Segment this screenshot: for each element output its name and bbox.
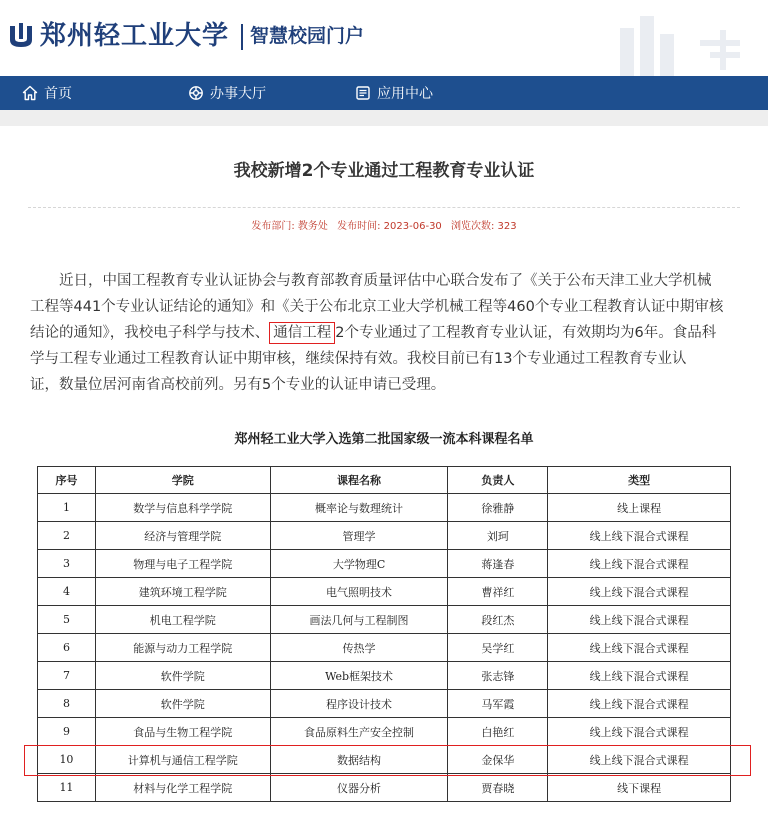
nav-item-service-hall[interactable]	[188, 76, 266, 110]
cell-course: 管理学	[270, 522, 448, 550]
table-row	[38, 494, 731, 522]
cell-course: 数据结构	[270, 746, 448, 774]
cell-owner: 马军霞	[448, 690, 548, 718]
column-header: 序号	[38, 467, 96, 494]
cell-school: 食品与生物工程学院	[95, 718, 270, 746]
cell-course: 画法几何与工程制图	[270, 606, 448, 634]
article-paragraph-line: 学与工程专业通过工程教育认证中期审核，继续保持有效。我校目前已有13个专业通过工程教育专业认	[30, 351, 687, 367]
site-header	[0, 0, 768, 76]
table-row	[38, 662, 731, 690]
cell-type: 线上线下混合式课程	[548, 606, 731, 634]
app-center-icon	[355, 85, 371, 101]
highlighted-row-box	[24, 745, 751, 776]
cell-type: 线上线下混合式课程	[548, 690, 731, 718]
cell-school: 计算机与通信工程学院	[95, 746, 270, 774]
portal-name[interactable]: 智慧校园门户	[250, 25, 365, 47]
article-paragraph-line: 工程等441个专业认证结论的通知》和《关于公布北京工业大学机械工程等460个专业工程教育认证中期审核	[30, 299, 724, 315]
nav-item-home[interactable]	[22, 76, 72, 110]
cell-type: 线上线下混合式课程	[548, 718, 731, 746]
highlighted-major: 通信工程	[269, 322, 335, 344]
article-meta	[0, 219, 768, 235]
title-divider	[28, 207, 740, 208]
cell-school: 数学与信息科学学院	[95, 494, 270, 522]
cell-index: 6	[38, 634, 96, 662]
nav-item-app-center[interactable]	[355, 76, 433, 110]
column-header: 负责人	[448, 467, 548, 494]
cell-course: 大学物理C	[270, 550, 448, 578]
cell-owner: 刘珂	[448, 522, 548, 550]
cell-school: 机电工程学院	[95, 606, 270, 634]
main-nav	[0, 76, 768, 110]
cell-type: 线上课程	[548, 494, 731, 522]
column-header: 类型	[548, 467, 731, 494]
table-row	[38, 718, 731, 746]
cell-course: 传热学	[270, 634, 448, 662]
cell-index: 3	[38, 550, 96, 578]
article-paragraph-line: 证，数量位居河南省高校前列。另有5个专业的认证申请已受理。	[30, 377, 446, 393]
cell-owner: 徐雅静	[448, 494, 548, 522]
table-header-row	[38, 467, 731, 494]
nav-item-label: 首页	[44, 86, 72, 102]
nav-item-label: 办事大厅	[210, 86, 266, 102]
cell-index: 10	[38, 746, 96, 774]
article-title: 我校新增2个专业通过工程教育专业认证	[233, 161, 535, 181]
cell-owner: 曹祥红	[448, 578, 548, 606]
cell-index: 9	[38, 718, 96, 746]
cell-owner: 金保华	[448, 746, 548, 774]
cell-owner: 张志锋	[448, 662, 548, 690]
cell-course: 食品原料生产安全控制	[270, 718, 448, 746]
cell-type: 线上线下混合式课程	[548, 522, 731, 550]
cell-owner: 段红杰	[448, 606, 548, 634]
meta-publish-time: 发布时间: 2023-06-30	[337, 221, 442, 232]
brand-name[interactable]: 郑州轻工业大学	[40, 21, 230, 51]
cell-index: 7	[38, 662, 96, 690]
table-row	[38, 578, 731, 606]
cell-owner: 吴学红	[448, 634, 548, 662]
table-title: 郑州轻工业大学入选第二批国家级一流本科课程名单	[234, 432, 534, 447]
cell-owner: 蒋逢春	[448, 550, 548, 578]
cell-school: 能源与动力工程学院	[95, 634, 270, 662]
cell-type: 线上线下混合式课程	[548, 634, 731, 662]
brand-divider	[241, 24, 243, 50]
cell-school: 经济与管理学院	[95, 522, 270, 550]
table-row	[38, 634, 731, 662]
cell-index: 4	[38, 578, 96, 606]
article-paragraph-line: 近日，中国工程教育专业认证协会与教育部教育质量评估中心联合发布了《关于公布天津工业大学机械	[59, 273, 712, 289]
cell-school: 软件学院	[95, 662, 270, 690]
table-row	[38, 690, 731, 718]
article-paragraph-line	[30, 320, 740, 346]
cell-type: 线上线下混合式课程	[548, 746, 731, 774]
cell-type: 线上线下混合式课程	[548, 550, 731, 578]
page-top-band	[0, 110, 768, 126]
service-hall-icon	[188, 85, 204, 101]
cell-school: 建筑环境工程学院	[95, 578, 270, 606]
cell-type: 线下课程	[548, 774, 731, 802]
column-header: 课程名称	[270, 467, 448, 494]
cell-course: 电气照明技术	[270, 578, 448, 606]
university-logo-icon[interactable]	[6, 20, 36, 50]
cell-type: 线上线下混合式课程	[548, 662, 731, 690]
cell-school: 软件学院	[95, 690, 270, 718]
column-header: 学院	[95, 467, 270, 494]
meta-views: 浏览次数: 323	[450, 221, 517, 232]
home-icon	[22, 85, 38, 101]
article-text: 2个专业通过了工程教育专业认证，有效期均为6年。食品科	[335, 325, 717, 341]
table-row	[38, 774, 731, 802]
table-row	[38, 550, 731, 578]
cell-course: 程序设计技术	[270, 690, 448, 718]
cell-course: Web框架技术	[270, 662, 448, 690]
cell-school: 物理与电子工程学院	[95, 550, 270, 578]
table-row	[38, 606, 731, 634]
article-text: 结论的通知》，我校电子科学与技术、	[30, 325, 270, 341]
cell-index: 2	[38, 522, 96, 550]
cell-type: 线上线下混合式课程	[548, 578, 731, 606]
cell-owner: 贾春晓	[448, 774, 548, 802]
cell-index: 1	[38, 494, 96, 522]
article-body	[30, 268, 740, 398]
campus-building-watermark-icon	[600, 10, 768, 76]
cell-index: 11	[38, 774, 96, 802]
cell-school: 材料与化学工程学院	[95, 774, 270, 802]
cell-owner: 白艳红	[448, 718, 548, 746]
nav-item-label: 应用中心	[377, 86, 433, 102]
cell-index: 5	[38, 606, 96, 634]
table-row	[38, 522, 731, 550]
cell-index: 8	[38, 690, 96, 718]
cell-course: 仪器分析	[270, 774, 448, 802]
meta-department: 发布部门: 教务处	[251, 221, 328, 232]
cell-course: 概率论与数理统计	[270, 494, 448, 522]
